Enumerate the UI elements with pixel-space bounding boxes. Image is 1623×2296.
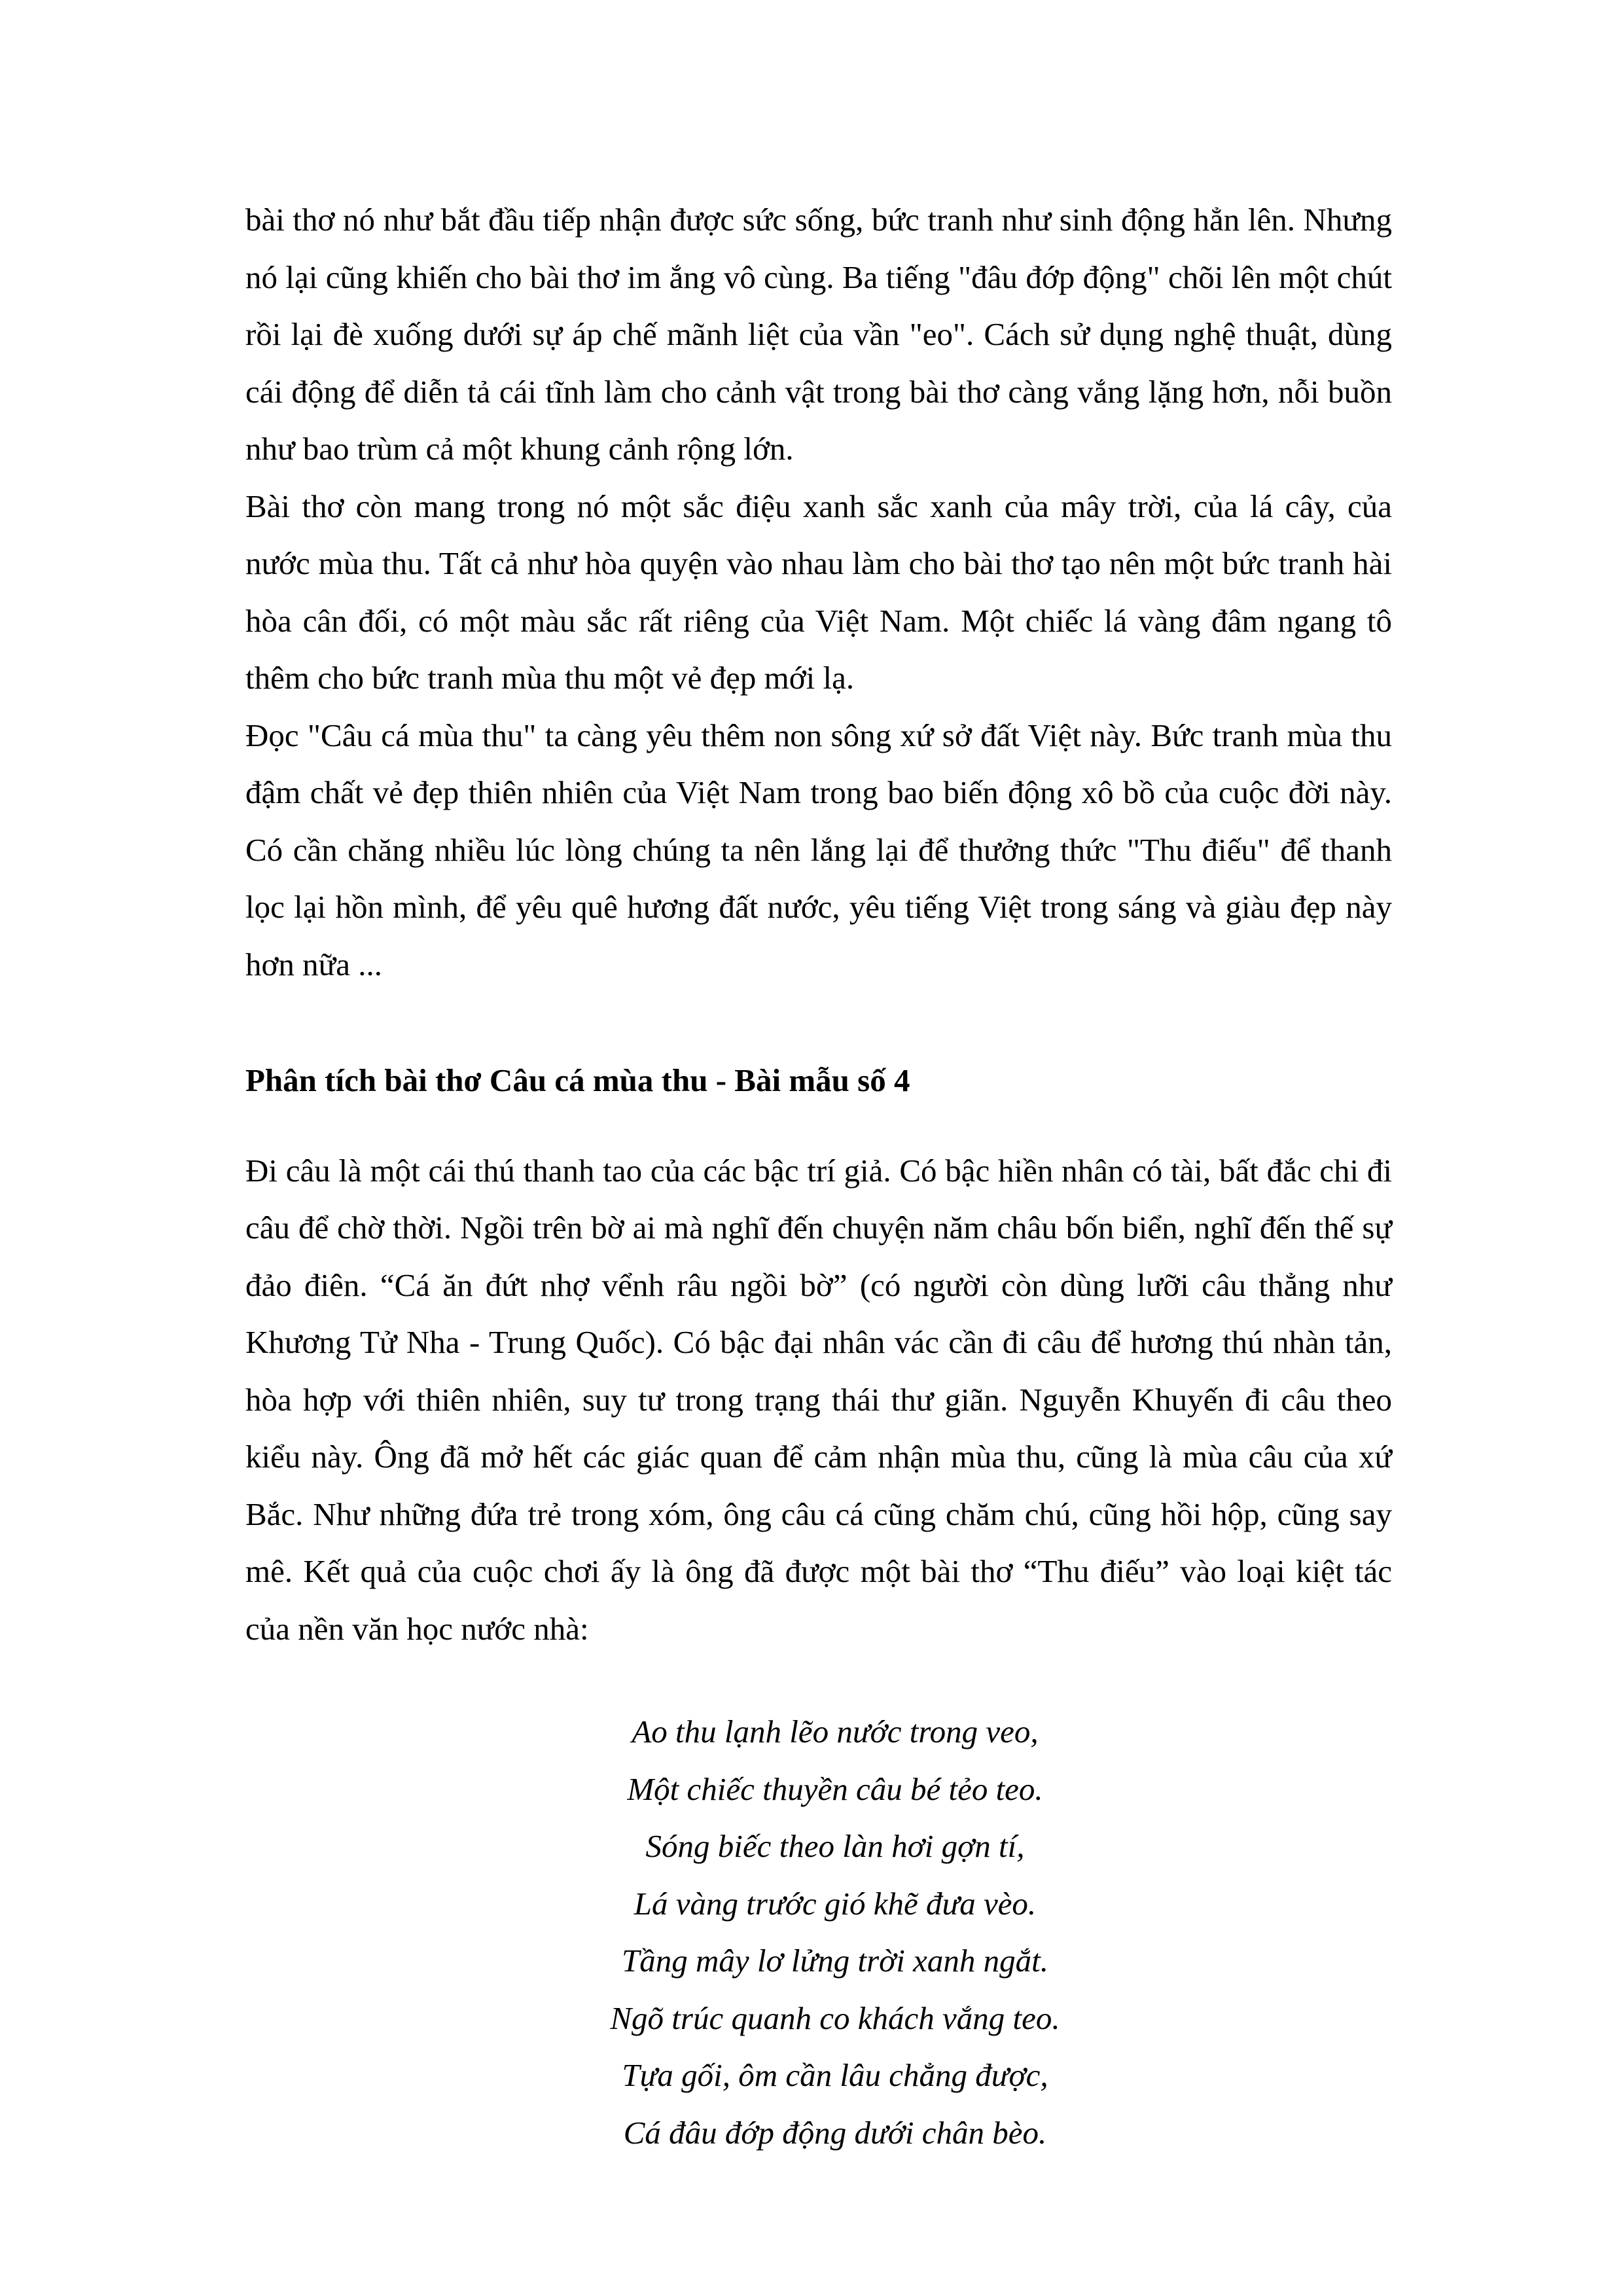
poem-line: Một chiếc thuyền câu bé tẻo teo. <box>627 1770 1043 1807</box>
poem-line: Sóng biếc theo làn hơi gợn tí, <box>645 1828 1025 1864</box>
section-heading: Phân tích bài thơ Câu cá mùa thu - Bài mẫu số 4 <box>245 1062 910 1098</box>
body-paragraph: bài thơ nó như bắt đầu tiếp nhận được sức sống, bức tranh như sinh động hẳn lên. Nhưng nó lại cũng khiến cho bài thơ im ắng vô cùng. Ba tiếng "đâu đớp động" chõi lên một chút rồi lại đè xuống dưới sự áp chế mãnh liệt của vần "eo". Cách sử dụng nghệ thuật, dùng cái động để diễn tả cái tĩnh làm cho cảnh vật trong bài thơ càng vắng lặng hơn, nỗi buồn như bao trùm cả một khung cảnh rộng lớn. <box>245 202 1392 467</box>
intro-paragraph: Đi câu là một cái thú thanh tao của các bậc trí giả. Có bậc hiền nhân có tài, bất đắc chi đi câu để chờ thời. Ngồi trên bờ ai mà nghĩ đến chuyện năm châu bốn biển, nghĩ đến thế sự đảo điên. “Cá ăn đứt nhợ vểnh râu ngồi bờ” (có người còn dùng lưỡi câu thẳng như Khương Tử Nha - Trung Quốc). Có bậc đại nhân vác cần đi câu để hương thú nhàn tản, hòa hợp với thiên nhiên, suy tư trong trạng thái thư giãn. Nguyễn Khuyến đi câu theo kiểu này. Ông đã mở hết các giác quan để cảm nhận mùa thu, cũng là mùa câu của xứ Bắc. Như những đứa trẻ trong xóm, ông câu cá cũng chăm chú, cũng hồi hộp, cũng say mê. Kết quả của cuộc chơi ấy là ông đã được một bài thơ “Thu điếu” vào loại kiệt tác của nền văn học nước nhà: <box>245 1152 1392 1647</box>
poem-line: Cá đâu đớp động dưới chân bèo. <box>623 2114 1047 2151</box>
poem-line: Ngõ trúc quanh co khách vắng teo. <box>610 2000 1060 2036</box>
body-paragraph: Đọc "Câu cá mùa thu" ta càng yêu thêm non sông xứ sở đất Việt này. Bức tranh mùa thu đậm chất vẻ đẹp thiên nhiên của Việt Nam trong bao biến động xô bồ của cuộc đời này. Có cần chăng nhiều lúc lòng chúng ta nên lắng lại để thưởng thức "Thu điếu" để thanh lọc lại hồn mình, để yêu quê hương đất nước, yêu tiếng Việt trong sáng và giàu đẹp này hơn nữa ... <box>245 717 1392 982</box>
poem-line: Tầng mây lơ lửng trời xanh ngắt. <box>621 1943 1049 1979</box>
poem-line: Ao thu lạnh lẽo nước trong veo, <box>632 1713 1039 1749</box>
poem-line: Lá vàng trước gió khẽ đưa vèo. <box>633 1885 1037 1922</box>
poem-line: Tựa gối, ôm cần lâu chẳng được, <box>622 2057 1048 2093</box>
body-paragraph: Bài thơ còn mang trong nó một sắc điệu xanh sắc xanh của mây trời, của lá cây, của nước mùa thu. Tất cả như hòa quyện vào nhau làm cho bài thơ tạo nên một bức tranh hài hòa cân đối, có một màu sắc rất riêng của Việt Nam. Một chiếc lá vàng đâm ngang tô thêm cho bức tranh mùa thu một vẻ đẹp mới lạ. <box>245 488 1392 696</box>
poem-block <box>245 1703 1392 2161</box>
document-page <box>245 191 1392 2161</box>
